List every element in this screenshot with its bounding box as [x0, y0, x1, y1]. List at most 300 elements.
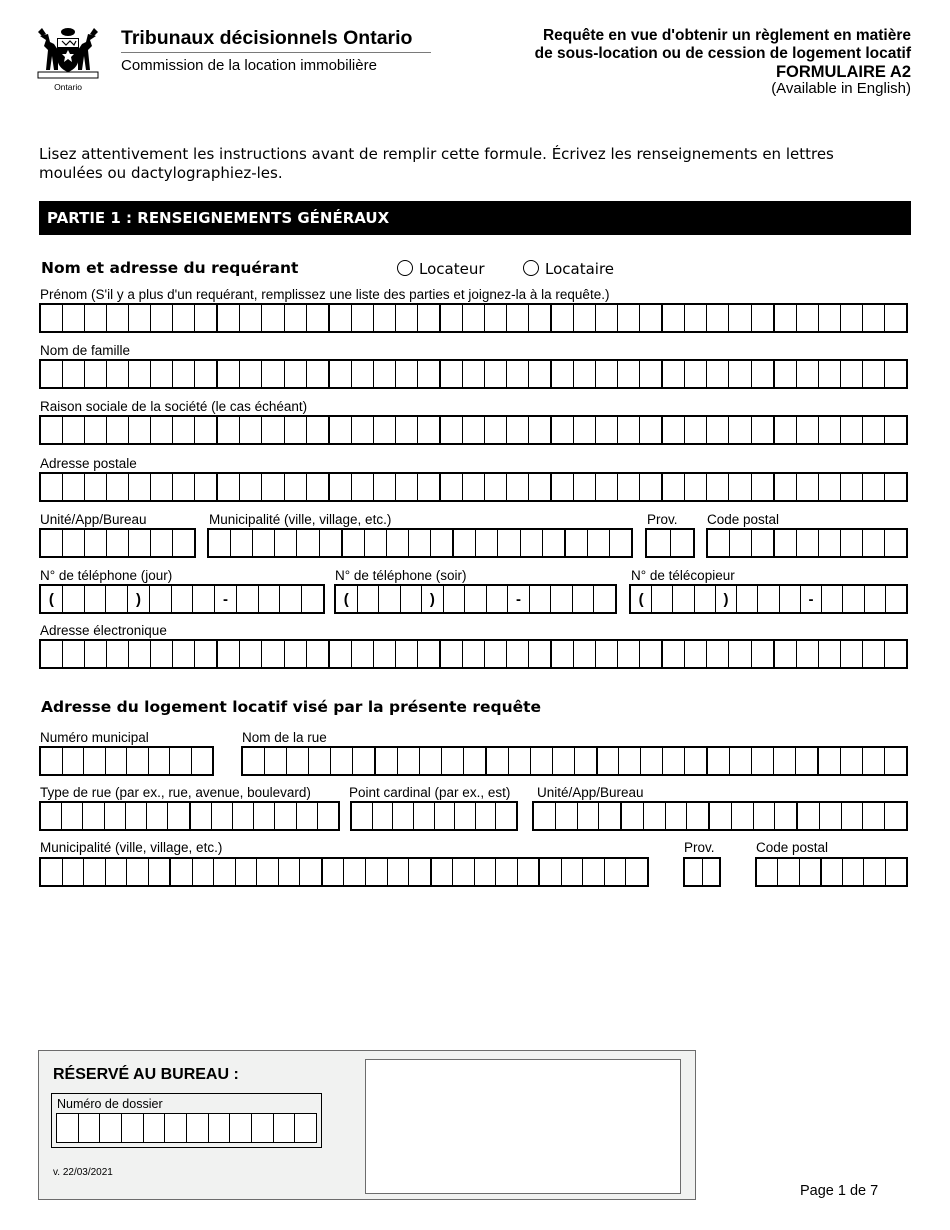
char-box[interactable] [41, 641, 62, 667]
char-box[interactable] [840, 417, 862, 443]
char-box[interactable] [484, 641, 506, 667]
char-box[interactable] [439, 361, 462, 387]
char-box[interactable] [484, 474, 506, 500]
mailing-address-field[interactable] [39, 472, 908, 502]
char-box[interactable] [229, 1114, 251, 1142]
char-box[interactable] [484, 305, 506, 331]
char-box[interactable] [172, 530, 194, 556]
char-box[interactable] [729, 748, 751, 774]
char-box[interactable] [751, 305, 773, 331]
char-box[interactable] [216, 361, 239, 387]
char-box[interactable] [751, 530, 773, 556]
char-box[interactable] [251, 1114, 273, 1142]
char-box[interactable] [706, 474, 728, 500]
char-box[interactable] [625, 859, 647, 885]
char-box[interactable] [550, 417, 573, 443]
phone-day-field[interactable] [39, 584, 325, 614]
char-box[interactable] [517, 859, 539, 885]
char-box[interactable] [751, 474, 773, 500]
char-box[interactable] [308, 748, 330, 774]
char-box[interactable] [475, 803, 496, 829]
char-box[interactable] [84, 530, 106, 556]
char-box[interactable] [351, 641, 373, 667]
char-box[interactable] [417, 417, 439, 443]
char-box[interactable] [434, 803, 455, 829]
char-box[interactable] [639, 305, 661, 331]
char-box[interactable] [777, 859, 798, 885]
municipality-field[interactable] [207, 528, 633, 558]
char-box[interactable] [41, 859, 62, 885]
char-box[interactable] [419, 748, 441, 774]
char-box[interactable] [495, 803, 516, 829]
char-box[interactable] [299, 859, 321, 885]
char-box[interactable] [582, 859, 604, 885]
char-box[interactable] [62, 641, 84, 667]
char-box[interactable] [232, 803, 253, 829]
char-box[interactable] [211, 803, 232, 829]
char-box[interactable] [306, 474, 328, 500]
char-box[interactable] [372, 803, 393, 829]
char-box[interactable] [41, 803, 61, 829]
char-box[interactable] [395, 305, 417, 331]
char-box[interactable] [862, 417, 884, 443]
char-box[interactable] [773, 474, 796, 500]
char-box[interactable] [484, 361, 506, 387]
char-box[interactable] [148, 859, 170, 885]
char-box[interactable] [818, 530, 840, 556]
char-box[interactable] [685, 859, 702, 885]
char-box[interactable] [528, 474, 550, 500]
char-box[interactable] [172, 417, 194, 443]
char-box[interactable] [186, 1114, 208, 1142]
char-box[interactable] [862, 305, 884, 331]
char-box[interactable] [386, 530, 408, 556]
char-box[interactable] [172, 361, 194, 387]
char-box[interactable] [62, 530, 84, 556]
char-box[interactable] [273, 1114, 295, 1142]
char-box[interactable] [736, 586, 757, 612]
char-box[interactable] [192, 586, 214, 612]
char-box[interactable] [564, 530, 587, 556]
char-box[interactable] [105, 586, 127, 612]
rental-postal-code-field[interactable] [755, 857, 908, 887]
char-box[interactable] [595, 417, 617, 443]
char-box[interactable] [639, 417, 661, 443]
char-box[interactable] [274, 803, 295, 829]
char-box[interactable] [884, 641, 906, 667]
char-box[interactable] [684, 305, 706, 331]
street-type-field[interactable] [39, 801, 340, 831]
char-box[interactable] [408, 530, 430, 556]
char-box[interactable] [821, 586, 842, 612]
char-box[interactable] [474, 859, 496, 885]
char-box[interactable] [317, 803, 338, 829]
char-box[interactable] [216, 417, 239, 443]
char-box[interactable] [148, 748, 170, 774]
postal-code-field[interactable] [706, 528, 908, 558]
char-box[interactable] [41, 748, 62, 774]
char-box[interactable] [864, 586, 885, 612]
char-box[interactable] [373, 417, 395, 443]
first-name-field[interactable] [39, 303, 908, 333]
char-box[interactable] [661, 474, 684, 500]
char-box[interactable] [617, 361, 639, 387]
char-box[interactable] [702, 859, 720, 885]
char-box[interactable] [617, 474, 639, 500]
char-box[interactable] [661, 641, 684, 667]
char-box[interactable] [728, 474, 750, 500]
char-box[interactable] [373, 474, 395, 500]
char-box[interactable] [884, 361, 906, 387]
char-box[interactable] [328, 641, 351, 667]
char-box[interactable] [818, 361, 840, 387]
char-box[interactable] [818, 305, 840, 331]
char-box[interactable] [443, 586, 465, 612]
char-box[interactable] [694, 586, 715, 612]
char-box[interactable] [538, 859, 561, 885]
char-box[interactable] [239, 361, 261, 387]
char-box[interactable] [598, 803, 620, 829]
char-box[interactable] [62, 859, 84, 885]
char-box[interactable] [194, 305, 216, 331]
char-box[interactable] [799, 859, 820, 885]
char-box[interactable] [128, 474, 150, 500]
char-box[interactable] [550, 586, 572, 612]
char-box[interactable] [574, 748, 596, 774]
char-box[interactable] [105, 748, 127, 774]
char-box[interactable] [672, 586, 693, 612]
char-box[interactable] [506, 474, 528, 500]
char-box[interactable] [121, 1114, 143, 1142]
char-box[interactable] [796, 417, 818, 443]
char-box[interactable] [352, 748, 374, 774]
char-box[interactable] [213, 859, 235, 885]
char-box[interactable] [243, 748, 264, 774]
char-box[interactable] [149, 586, 171, 612]
char-box[interactable] [306, 417, 328, 443]
char-box[interactable] [253, 803, 274, 829]
char-box[interactable] [818, 417, 840, 443]
char-box[interactable] [774, 803, 796, 829]
char-box[interactable] [261, 474, 283, 500]
char-box[interactable] [617, 417, 639, 443]
char-box[interactable] [731, 803, 753, 829]
char-box[interactable] [106, 474, 128, 500]
char-box[interactable] [319, 530, 341, 556]
char-box[interactable] [328, 361, 351, 387]
char-box[interactable] [125, 803, 146, 829]
char-box[interactable] [486, 586, 508, 612]
char-box[interactable] [172, 641, 194, 667]
char-box[interactable] [146, 803, 167, 829]
char-box[interactable] [439, 417, 462, 443]
char-box[interactable] [62, 474, 84, 500]
char-box[interactable] [796, 474, 818, 500]
char-box[interactable] [194, 641, 216, 667]
char-box[interactable] [78, 1114, 100, 1142]
char-box[interactable] [773, 748, 795, 774]
char-box[interactable] [150, 530, 172, 556]
last-name-field[interactable] [39, 359, 908, 389]
char-box[interactable] [261, 305, 283, 331]
char-box[interactable] [757, 586, 778, 612]
char-box[interactable] [840, 530, 862, 556]
char-box[interactable] [62, 361, 84, 387]
char-box[interactable] [374, 748, 397, 774]
char-box[interactable] [84, 586, 106, 612]
char-box[interactable] [617, 305, 639, 331]
char-box[interactable] [61, 803, 82, 829]
char-box[interactable] [172, 305, 194, 331]
char-box[interactable] [126, 748, 148, 774]
unit-field[interactable] [39, 528, 196, 558]
char-box[interactable] [306, 641, 328, 667]
tenant-radio[interactable] [523, 260, 614, 278]
char-box[interactable] [728, 641, 750, 667]
char-box[interactable] [862, 474, 884, 500]
char-box[interactable] [82, 803, 103, 829]
char-box[interactable] [328, 305, 351, 331]
char-box[interactable] [595, 361, 617, 387]
char-box[interactable] [639, 474, 661, 500]
char-box[interactable] [306, 361, 328, 387]
char-box[interactable] [430, 859, 453, 885]
char-box[interactable] [728, 305, 750, 331]
char-box[interactable] [417, 361, 439, 387]
char-box[interactable] [395, 474, 417, 500]
char-box[interactable] [573, 417, 595, 443]
char-box[interactable] [387, 859, 409, 885]
char-box[interactable] [620, 803, 643, 829]
char-box[interactable] [528, 305, 550, 331]
char-box[interactable] [757, 859, 777, 885]
char-box[interactable] [284, 641, 306, 667]
char-box[interactable] [41, 530, 62, 556]
char-box[interactable] [106, 305, 128, 331]
char-box[interactable] [62, 748, 84, 774]
char-box[interactable] [128, 417, 150, 443]
char-box[interactable] [62, 417, 84, 443]
char-box[interactable] [840, 641, 862, 667]
char-box[interactable]: ) [127, 586, 149, 612]
char-box[interactable]: - [214, 586, 236, 612]
char-box[interactable] [884, 748, 906, 774]
char-box[interactable] [150, 417, 172, 443]
char-box[interactable] [452, 859, 474, 885]
tenant-radio-circle[interactable] [523, 260, 539, 276]
char-box[interactable] [550, 305, 573, 331]
char-box[interactable] [506, 305, 528, 331]
char-box[interactable] [235, 859, 257, 885]
char-box[interactable] [296, 803, 317, 829]
char-box[interactable] [284, 474, 306, 500]
char-box[interactable] [261, 641, 283, 667]
char-box[interactable] [665, 803, 687, 829]
char-box[interactable] [572, 586, 594, 612]
char-box[interactable] [506, 417, 528, 443]
char-box[interactable]: ) [421, 586, 443, 612]
char-box[interactable] [706, 641, 728, 667]
char-box[interactable] [840, 361, 862, 387]
phone-evening-field[interactable] [334, 584, 617, 614]
char-box[interactable] [884, 474, 906, 500]
char-box[interactable] [167, 803, 188, 829]
char-box[interactable] [462, 361, 484, 387]
char-box[interactable] [169, 748, 191, 774]
char-box[interactable] [41, 361, 62, 387]
char-box[interactable] [684, 417, 706, 443]
char-box[interactable] [595, 305, 617, 331]
char-box[interactable] [417, 474, 439, 500]
char-box[interactable] [550, 474, 573, 500]
char-box[interactable] [351, 361, 373, 387]
char-box[interactable] [862, 641, 884, 667]
char-box[interactable] [352, 803, 372, 829]
landlord-radio-circle[interactable] [397, 260, 413, 276]
email-field[interactable] [39, 639, 908, 669]
char-box[interactable] [506, 361, 528, 387]
char-box[interactable] [395, 361, 417, 387]
char-box[interactable] [462, 417, 484, 443]
street-number-field[interactable] [39, 746, 214, 776]
char-box[interactable]: - [800, 586, 821, 612]
char-box[interactable] [796, 361, 818, 387]
char-box[interactable] [550, 641, 573, 667]
char-box[interactable] [351, 417, 373, 443]
char-box[interactable] [216, 305, 239, 331]
char-box[interactable] [475, 530, 497, 556]
char-box[interactable] [330, 748, 352, 774]
char-box[interactable] [751, 748, 773, 774]
char-box[interactable] [534, 803, 555, 829]
char-box[interactable] [84, 417, 106, 443]
char-box[interactable] [643, 803, 665, 829]
char-box[interactable] [885, 586, 906, 612]
char-box[interactable] [395, 417, 417, 443]
char-box[interactable] [172, 474, 194, 500]
char-box[interactable] [818, 641, 840, 667]
company-field[interactable] [39, 415, 908, 445]
char-box[interactable] [550, 361, 573, 387]
char-box[interactable] [862, 361, 884, 387]
char-box[interactable] [143, 1114, 165, 1142]
char-box[interactable] [542, 530, 564, 556]
char-box[interactable] [497, 530, 519, 556]
char-box[interactable]: ) [715, 586, 736, 612]
char-box[interactable] [84, 305, 106, 331]
char-box[interactable] [284, 305, 306, 331]
char-box[interactable] [661, 361, 684, 387]
rental-municipality-field[interactable] [39, 857, 649, 887]
char-box[interactable] [128, 361, 150, 387]
char-box[interactable] [661, 417, 684, 443]
char-box[interactable] [684, 361, 706, 387]
char-box[interactable] [618, 748, 640, 774]
char-box[interactable] [773, 305, 796, 331]
char-box[interactable] [817, 748, 840, 774]
char-box[interactable] [609, 530, 631, 556]
char-box[interactable] [41, 305, 62, 331]
char-box[interactable] [706, 417, 728, 443]
char-box[interactable] [818, 474, 840, 500]
char-box[interactable] [773, 361, 796, 387]
char-box[interactable] [640, 748, 662, 774]
char-box[interactable] [528, 361, 550, 387]
char-box[interactable] [343, 859, 365, 885]
char-box[interactable] [256, 859, 278, 885]
char-box[interactable] [194, 474, 216, 500]
char-box[interactable] [796, 803, 819, 829]
char-box[interactable] [284, 417, 306, 443]
char-box[interactable] [661, 305, 684, 331]
char-box[interactable] [194, 361, 216, 387]
char-box[interactable] [296, 530, 318, 556]
char-box[interactable] [189, 803, 211, 829]
char-box[interactable] [439, 641, 462, 667]
char-box[interactable] [863, 859, 884, 885]
char-box[interactable] [279, 586, 301, 612]
prov-field[interactable] [645, 528, 695, 558]
char-box[interactable] [840, 305, 862, 331]
char-box[interactable] [430, 530, 452, 556]
street-name-field[interactable] [241, 746, 908, 776]
char-box[interactable] [106, 361, 128, 387]
char-box[interactable] [796, 530, 818, 556]
char-box[interactable] [417, 641, 439, 667]
char-box[interactable] [351, 474, 373, 500]
char-box[interactable] [83, 859, 105, 885]
char-box[interactable] [294, 1114, 316, 1142]
char-box[interactable] [686, 803, 708, 829]
char-box[interactable] [840, 748, 862, 774]
char-box[interactable] [209, 530, 230, 556]
char-box[interactable] [84, 474, 106, 500]
char-box[interactable] [192, 859, 214, 885]
char-box[interactable] [128, 305, 150, 331]
char-box[interactable] [41, 474, 62, 500]
char-box[interactable] [462, 474, 484, 500]
char-box[interactable] [41, 417, 62, 443]
char-box[interactable] [328, 417, 351, 443]
char-box[interactable] [884, 305, 906, 331]
char-box[interactable] [216, 474, 239, 500]
char-box[interactable] [708, 803, 731, 829]
char-box[interactable] [284, 361, 306, 387]
char-box[interactable] [820, 859, 842, 885]
char-box[interactable] [773, 417, 796, 443]
char-box[interactable] [651, 586, 672, 612]
char-box[interactable] [842, 586, 863, 612]
char-box[interactable] [261, 361, 283, 387]
direction-field[interactable] [350, 801, 518, 831]
char-box[interactable] [706, 361, 728, 387]
char-box[interactable] [596, 748, 619, 774]
char-box[interactable] [796, 305, 818, 331]
char-box[interactable] [274, 530, 296, 556]
char-box[interactable] [150, 474, 172, 500]
char-box[interactable] [561, 859, 583, 885]
char-box[interactable] [842, 859, 863, 885]
char-box[interactable] [573, 305, 595, 331]
char-box[interactable] [351, 305, 373, 331]
char-box[interactable] [128, 641, 150, 667]
char-box[interactable] [239, 417, 261, 443]
char-box[interactable] [62, 586, 84, 612]
char-box[interactable] [191, 748, 213, 774]
char-box[interactable] [462, 305, 484, 331]
char-box[interactable] [128, 530, 150, 556]
char-box[interactable] [150, 361, 172, 387]
